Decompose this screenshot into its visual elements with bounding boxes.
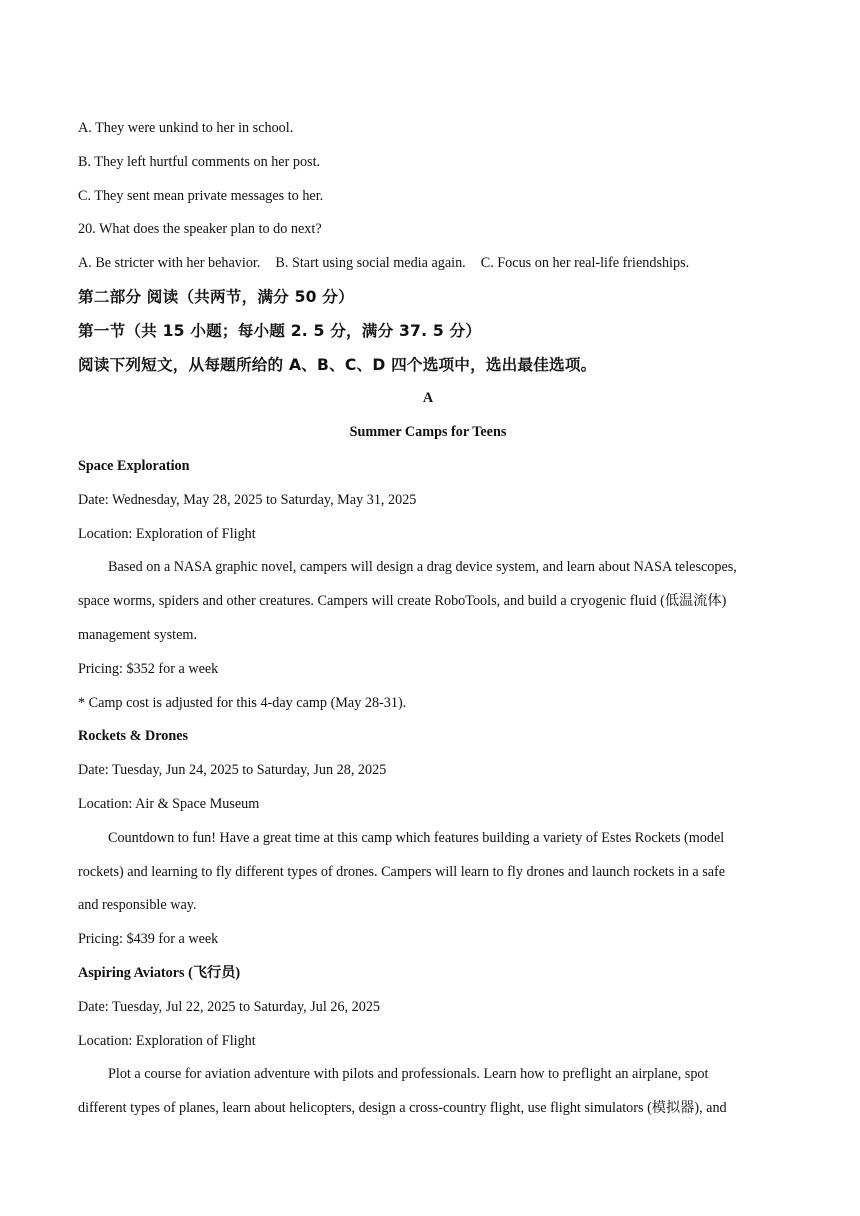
camp-location: Location: Exploration of Flight	[78, 1032, 256, 1049]
q20-option-a: A. Be stricter with her behavior.	[78, 255, 261, 272]
section1-heading: 第一节（共 15 小题；每小题 2. 5 分，满分 37. 5 分）	[78, 321, 482, 340]
q19-option-a: A. They were unkind to her in school.	[78, 120, 294, 136]
camp-pricing: Pricing: $439 for a week	[78, 931, 219, 948]
camp-description-line: space worms, spiders and other creatures. Campers will create RoboTools, and build a cryogenic fluid (低温流体)	[78, 593, 727, 610]
camp-description-line: management system.	[78, 626, 197, 643]
camp-description-line: rockets) and learning to fly different types of drones. Campers will learn to fly drones and launch rockets in a safe	[78, 863, 726, 880]
camp-pricing: Pricing: $352 for a week	[78, 660, 219, 677]
camp-note: * Camp cost is adjusted for this 4-day camp (May 28-31).	[78, 694, 407, 711]
camp-description-line: Based on a NASA graphic novel, campers will design a drag device system, and learn about NASA telescopes,	[108, 559, 737, 576]
camp-date: Date: Tuesday, Jul 22, 2025 to Saturday, Jul 26, 2025	[78, 998, 381, 1015]
q19-option-c: C. They sent mean private messages to her.	[78, 187, 324, 204]
camp-date: Date: Wednesday, May 28, 2025 to Saturday, May 31, 2025	[78, 491, 417, 508]
part2-heading: 第二部分 阅读（共两节，满分 50 分）	[78, 287, 354, 306]
camp-date: Date: Tuesday, Jun 24, 2025 to Saturday, Jun 28, 2025	[78, 762, 387, 779]
q20-option-c: C. Focus on her real-life friendships.	[480, 255, 690, 272]
q20-options	[78, 247, 778, 281]
camp-name: Space Exploration	[78, 457, 190, 474]
camp-description-line: and responsible way.	[78, 897, 197, 914]
camp-name: Rockets & Drones	[78, 728, 189, 745]
q20-question: 20. What does the speaker plan to do next?	[78, 221, 322, 238]
camp-description-line: Countdown to fun! Have a great time at this camp which features building a variety of Estes Rockets (model	[108, 829, 725, 846]
camp-description-line: Plot a course for aviation adventure with pilots and professionals. Learn how to preflight an airplane, spot	[108, 1066, 709, 1083]
passage-title: Summer Camps for Teens	[349, 424, 507, 441]
q19-option-b: B. They left hurtful comments on her post.	[78, 153, 321, 170]
camp-location: Location: Exploration of Flight	[78, 525, 256, 542]
document-page	[78, 112, 778, 1126]
q20-option-b: B. Start using social media again.	[275, 255, 466, 272]
reading-instruction: 阅读下列短文，从每题所给的 A、B、C、D 四个选项中，选出最佳选项。	[78, 355, 597, 374]
camp-description-line: different types of planes, learn about helicopters, design a cross-country flight, use flight simulators (模拟器), and	[78, 1100, 727, 1117]
passage-letter: A	[422, 390, 434, 407]
camp-location: Location: Air & Space Museum	[78, 795, 260, 812]
camp-name: Aspiring Aviators (飞行员)	[78, 964, 241, 981]
